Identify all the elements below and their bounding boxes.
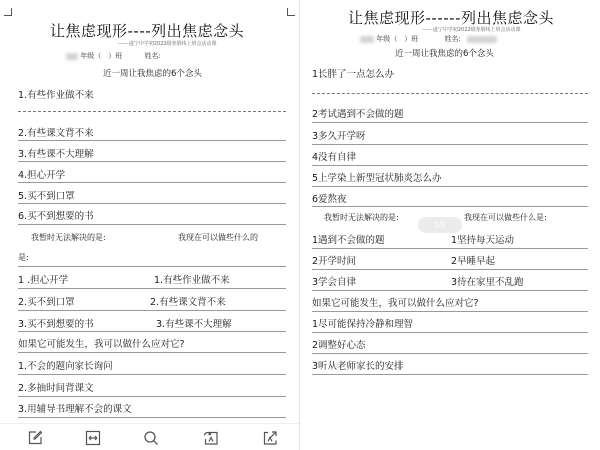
- response-item: 1.不会的题向家长询问: [18, 361, 113, 372]
- rule: [312, 122, 588, 123]
- rule: [18, 140, 286, 141]
- worry-item: 2考试遇到不会做的题: [312, 109, 404, 120]
- rule: [18, 288, 286, 289]
- rule: [18, 417, 286, 418]
- crop-mark: [287, 8, 295, 16]
- right-page: [300, 0, 600, 450]
- pair-right: 1.有些作业做不来: [154, 275, 230, 286]
- response-item: 1尽可能保持冷静和理智: [312, 319, 414, 330]
- redacted-name: [467, 36, 497, 43]
- response-item: 3.用辅导书理解不会的课文: [18, 404, 132, 415]
- grade-line: [66, 51, 161, 61]
- rule: [312, 269, 588, 270]
- pair-left: 3.买不到想要的书: [18, 319, 94, 330]
- rule: [18, 331, 286, 332]
- worry-item: 6爱熬夜: [312, 194, 347, 205]
- worries-heading: 近一周让我焦虑的6个念头: [103, 69, 202, 79]
- col-header-left: 我暂时无法解决的是:: [324, 213, 399, 222]
- response-item: 2.多抽时间背课文: [18, 383, 94, 394]
- pair-right: 3待在家里不乱跑: [451, 277, 524, 288]
- rule: [312, 165, 588, 166]
- rule: [312, 144, 588, 145]
- redacted-grade: [360, 36, 374, 43]
- export-icon[interactable]: [262, 430, 278, 446]
- col-header-wrap: 是:: [18, 253, 29, 262]
- rule: [312, 353, 588, 354]
- rule: [312, 311, 588, 312]
- page-subtitle: ------遂宁中学初2022级寒假线上班会活动课: [422, 27, 521, 33]
- dashed-rule: [312, 93, 588, 94]
- worry-item: 4.担心开学: [18, 170, 66, 181]
- rule: [312, 290, 588, 291]
- worry-item: 6.买不到想要的书: [18, 211, 94, 222]
- worry-item: 3.有些课不大理解: [18, 149, 94, 160]
- rule: [18, 352, 286, 353]
- pair-left: 1遇到不会做的题: [312, 235, 385, 246]
- fit-width-icon[interactable]: [85, 430, 101, 446]
- bottom-toolbar: [0, 423, 300, 450]
- name-label: 姓名:: [444, 35, 461, 43]
- redacted-grade: [66, 53, 78, 60]
- pair-right: 2早睡早起: [451, 256, 496, 267]
- pair-left: 1 .担心开学: [18, 275, 69, 286]
- pair-left: 2.买不到口罩: [18, 297, 75, 308]
- response-item: 2调整好心态: [312, 340, 366, 351]
- rule: [312, 248, 588, 249]
- worries-heading: 近一周让我焦虑的6个念头: [395, 49, 494, 59]
- page-title: 让焦虑现形------列出焦虑念头: [348, 9, 554, 27]
- col-header-right: 我现在可以做些什么的: [178, 233, 258, 242]
- worry-item: 1长胖了一点怎么办: [312, 69, 395, 80]
- rule: [18, 396, 286, 397]
- pair-left: 2开学时间: [312, 256, 357, 267]
- rule: [312, 206, 588, 207]
- rule: [18, 374, 286, 375]
- response-item: 3听从老师家长的安排: [312, 361, 404, 372]
- grade-label: 年级（ ）班: [376, 35, 419, 43]
- worry-item: 1.有些作业做不来: [18, 90, 94, 101]
- rule: [18, 266, 286, 267]
- col-header-left: 我暂时无法解决的是:: [31, 233, 106, 242]
- page-badge: 1/2: [418, 217, 462, 233]
- edit-icon[interactable]: [27, 430, 43, 446]
- worry-item: 4没有自律: [312, 152, 357, 163]
- rule: [18, 161, 286, 162]
- search-icon[interactable]: [143, 430, 159, 446]
- col-header-right: 我现在可以做些什么是:: [464, 213, 547, 222]
- question: 如果它可能发生，我可以做什么应对它?: [312, 298, 479, 309]
- pair-right: 3.有些课不大理解: [156, 319, 232, 330]
- worry-item: 5.买不到口罩: [18, 191, 75, 202]
- rule: [18, 203, 286, 204]
- rule: [312, 186, 588, 187]
- rule: [312, 332, 588, 333]
- page-subtitle: ------遂宁中学初2022级寒假线上班会活动课: [118, 41, 217, 47]
- rule: [18, 310, 286, 311]
- page-title: 让焦虑现形----列出焦虑念头: [50, 22, 245, 40]
- crop-mark: [4, 8, 12, 16]
- worry-item: 3多久开学呀: [312, 131, 366, 142]
- worry-item: 2.有些课文背不来: [18, 128, 94, 139]
- dashed-rule: [18, 111, 286, 112]
- rule: [312, 374, 588, 375]
- question: 如果它可能发生，我可以做什么应对它?: [18, 339, 185, 350]
- pair-left: 3学会自律: [312, 277, 357, 288]
- name-label: 姓名:: [144, 52, 161, 60]
- grade-label: 年级（ ）班: [80, 52, 123, 60]
- pair-right: 1坚持每天运动: [451, 235, 515, 246]
- rotate-icon[interactable]: [203, 430, 219, 446]
- grade-line: [360, 34, 497, 44]
- rule: [18, 182, 286, 183]
- rule: [18, 224, 286, 225]
- worry-item: 5上学染上新型冠状肺炎怎么办: [312, 173, 442, 184]
- pair-right: 2.有些课文背不来: [150, 297, 226, 308]
